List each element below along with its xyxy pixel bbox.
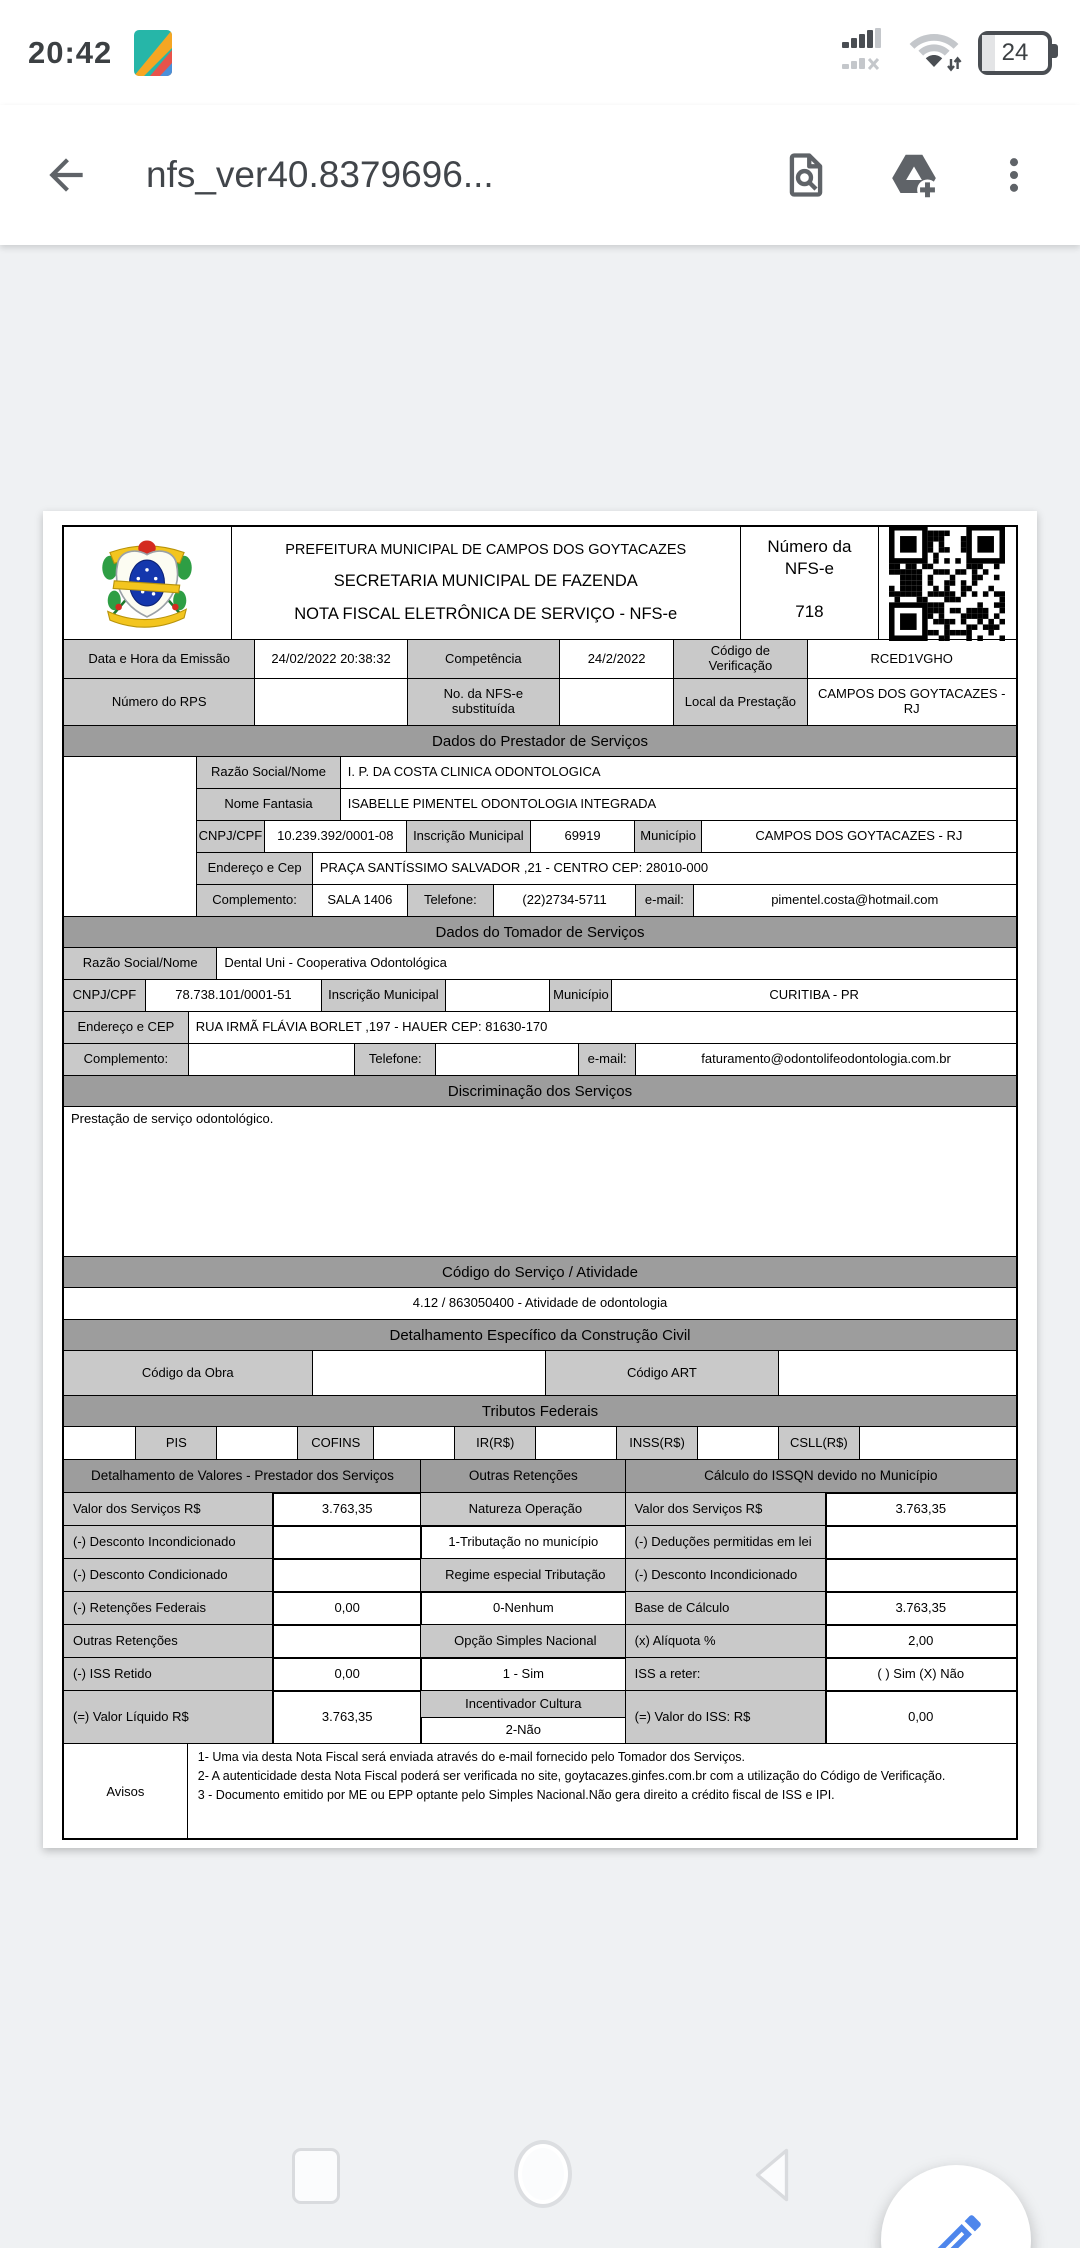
municipal-coat-of-arms [64, 527, 231, 639]
nfse-number-label-2: NFS-e [784, 558, 834, 578]
prestador-block [64, 756, 1016, 916]
valores-row-value: 0,00 [273, 1592, 421, 1625]
overflow-menu-button[interactable] [978, 139, 1050, 211]
pdf-page [43, 511, 1037, 1848]
prestador-section-title: Dados do Prestador de Serviços [64, 725, 1016, 756]
valores-row-value: 3.763,35 [273, 1493, 421, 1526]
tomador-email-label: e-mail: [578, 1044, 635, 1075]
valores-row-value: 0,00 [273, 1658, 421, 1691]
back-triangle-icon [752, 2146, 792, 2204]
nfse-number-value: 718 [795, 602, 824, 622]
tributos-blank [64, 1427, 135, 1459]
incentivador-cultura-value: 2-Não [505, 1722, 542, 1738]
discriminacao-text: Prestação de serviço odontológico. [64, 1106, 1016, 1256]
prestador-cnpj-value: 10.239.392/0001-08 [264, 821, 406, 852]
doc-header-row [64, 527, 1016, 639]
document-title: nfs_ver40.8379696... [146, 154, 494, 195]
cellular-signal-dual-sim-icon [840, 28, 890, 77]
codigo-obra-label: Código da Obra [64, 1351, 312, 1395]
prestador-municipio-value: CAMPOS DOS GOYTACAZES - RJ [701, 821, 1016, 852]
valores-row-value: 3.763,35 [273, 1691, 421, 1743]
codigo-art-label: Código ART [545, 1351, 778, 1395]
verificacao-label: Código de Verificação [673, 640, 806, 678]
home-button[interactable] [514, 2140, 572, 2208]
competencia-value: 24/2/2022 [559, 640, 673, 678]
prestador-logo-space [64, 757, 197, 916]
find-in-page-button[interactable] [770, 139, 842, 211]
valores-row-label: (x) Alíquota % [626, 1625, 826, 1658]
tomador-endereco-label: Endereço e CEP [64, 1012, 188, 1043]
valores-row-label: (-) Retenções Federais [64, 1592, 273, 1625]
pis-value [216, 1427, 297, 1459]
emissao-value: 24/02/2022 20:38:32 [254, 640, 406, 678]
valores-row-label: ISS a reter: [626, 1658, 826, 1691]
status-bar [0, 0, 1080, 105]
prestador-complemento-label: Complemento: [197, 885, 312, 916]
battery-indicator [978, 31, 1052, 75]
valores-row-label: (-) Desconto Incondicionado [626, 1559, 826, 1592]
csll-value [859, 1427, 1016, 1459]
issuer-header [231, 527, 740, 639]
rps-label: Número do RPS [64, 679, 254, 725]
valores-grid [64, 1459, 1016, 1743]
prestador-telefone-value: (22)2734-5711 [493, 885, 635, 916]
gallery-app-icon [134, 30, 172, 76]
tomador-endereco-value: RUA IRMÃ FLÁVIA BORLET ,197 - HAUER CEP: 81630-170 [188, 1012, 1016, 1043]
tomador-cnpj-value: 78.738.101/0001-51 [145, 980, 321, 1011]
tomador-municipio-value: CURITIBA - PR [611, 980, 1016, 1011]
outras-retencoes-cell: Opção Simples Nacional [421, 1625, 626, 1658]
valores-row-value [273, 1526, 421, 1559]
substituida-label: No. da NFS-e substituída [407, 679, 559, 725]
outras-retencoes-cell: Regime especial Tributação [421, 1559, 626, 1592]
outras-retencoes-cell: 1-Tributação no município [421, 1526, 626, 1559]
valores-row-value [273, 1559, 421, 1592]
valores-row-value: 2,00 [826, 1625, 1016, 1658]
outras-retencoes-cell: 1 - Sim [421, 1658, 626, 1691]
valores-row-label: Valor dos Serviços R$ [64, 1493, 273, 1526]
info-row-1 [64, 639, 1016, 678]
add-to-drive-button[interactable] [878, 139, 950, 211]
valores-row-value [826, 1526, 1016, 1559]
valores-row-value: 3.763,35 [826, 1592, 1016, 1625]
find-in-page-icon [780, 149, 832, 201]
prestador-razao-label: Razão Social/Nome [197, 757, 339, 788]
more-vert-icon [992, 151, 1036, 199]
tomador-razao-value: Dental Uni - Cooperativa Odontológica [216, 948, 1016, 979]
battery-percent: 24 [1001, 38, 1029, 66]
tomador-im-value [445, 980, 550, 1011]
drive-add-icon [887, 148, 941, 202]
tomador-telefone-label: Telefone: [354, 1044, 435, 1075]
qr-code [878, 527, 1016, 639]
wifi-icon [906, 28, 962, 77]
aviso-line: 1- Uma via desta Nota Fiscal será enviada através do e-mail fornecido pelo Tomador dos Serviços. [197, 1750, 746, 1764]
valores-row-label: (=) Valor do ISS: R$ [626, 1691, 826, 1743]
valores-row-label: (=) Valor Líquido R$ [64, 1691, 273, 1743]
cofins-value [373, 1427, 454, 1459]
issuer-line2: SECRETARIA MUNICIPAL DE FAZENDA [333, 572, 638, 591]
verificacao-value: RCED1VGHO [807, 640, 1016, 678]
prestador-municipio-label: Município [634, 821, 700, 852]
codigo-obra-value [312, 1351, 545, 1395]
back-nav-button[interactable] [752, 2146, 792, 2209]
prestador-endereco-value: PRAÇA SANTÍSSIMO SALVADOR ,21 - CENTRO CEP: 28010-000 [312, 853, 1016, 884]
ir-value [535, 1427, 616, 1459]
incentivador-cultura-cell [421, 1691, 626, 1743]
tomador-im-label: Inscrição Municipal [321, 980, 445, 1011]
codigo-art-value [778, 1351, 1016, 1395]
prestador-cnpj-label: CNPJ/CPF [197, 821, 263, 852]
valores-row-label: Outras Retenções [64, 1625, 273, 1658]
prestador-fantasia-label: Nome Fantasia [197, 789, 339, 820]
rps-value [254, 679, 406, 725]
tomador-email-value: faturamento@odontolifeodontologia.com.br [635, 1044, 1016, 1075]
construcao-row [64, 1350, 1016, 1395]
nfse-number-cell [740, 527, 878, 639]
issuer-line1: PREFEITURA MUNICIPAL DE CAMPOS DOS GOYTACAZES [285, 541, 687, 558]
codigo-servico-section-title: Código do Serviço / Atividade [64, 1256, 1016, 1287]
valores-row-value [826, 1559, 1016, 1592]
cofins-label: COFINS [297, 1427, 373, 1459]
prestador-im-value: 69919 [530, 821, 635, 852]
nfse-number-label-1: Número da [767, 537, 852, 556]
tomador-razao-label: Razão Social/Nome [64, 948, 216, 979]
nfse-document [62, 525, 1018, 1840]
issuer-line3: NOTA FISCAL ELETRÔNICA DE SERVIÇO - NFS-e [294, 605, 678, 624]
emissao-label: Data e Hora da Emissão [64, 640, 254, 678]
competencia-label: Competência [407, 640, 559, 678]
pdf-viewer-canvas[interactable] [0, 245, 1080, 2248]
substituida-value [559, 679, 673, 725]
aviso-line: 2- A autenticidade desta Nota Fiscal poderá ser verificada no site, goytacazes.ginfes.com.br com a utilização do Código de Verificação. [197, 1768, 946, 1783]
prestador-email-value: pimentel.costa@hotmail.com [693, 885, 1016, 916]
discriminacao-section-title: Discriminação dos Serviços [64, 1075, 1016, 1106]
info-row-2 [64, 678, 1016, 725]
valores-col3-title: Cálculo do ISSQN devido no Município [626, 1460, 1016, 1493]
app-bar [0, 105, 1080, 245]
recents-button[interactable] [292, 2148, 340, 2204]
pis-label: PIS [135, 1427, 216, 1459]
valores-row-label: (-) ISS Retido [64, 1658, 273, 1691]
tributos-section-title: Tributos Federais [64, 1395, 1016, 1426]
valores-row-label: Base de Cálculo [626, 1592, 826, 1625]
prestador-complemento-value: SALA 1406 [312, 885, 407, 916]
tomador-telefone-value [435, 1044, 578, 1075]
valores-row-label: (-) Desconto Condicionado [64, 1559, 273, 1592]
inss-label: INSS(R$) [616, 1427, 697, 1459]
valores-row-value: ( ) Sim (X) Não [826, 1658, 1016, 1691]
tomador-complemento-label: Complemento: [64, 1044, 188, 1075]
prestador-endereco-label: Endereço e Cep [197, 853, 312, 884]
prestador-telefone-label: Telefone: [407, 885, 493, 916]
tributos-row [64, 1426, 1016, 1459]
ir-label: IR(R$) [454, 1427, 535, 1459]
valores-row-label: (-) Desconto Incondicionado [64, 1526, 273, 1559]
incentivador-cultura-label: Incentivador Cultura [421, 1691, 626, 1718]
valores-row-label: Valor dos Serviços R$ [626, 1493, 826, 1526]
valores-row-value [273, 1625, 421, 1658]
construcao-section-title: Detalhamento Específico da Construção Civil [64, 1319, 1016, 1350]
valores-row-value: 3.763,35 [826, 1493, 1016, 1526]
valores-col1-title: Detalhamento de Valores - Prestador dos Serviços [64, 1460, 421, 1493]
valores-row-value: 0,00 [826, 1691, 1016, 1743]
outras-retencoes-cell: Natureza Operação [421, 1493, 626, 1526]
outras-retencoes-cell: 0-Nenhum [421, 1592, 626, 1625]
csll-label: CSLL(R$) [778, 1427, 859, 1459]
valores-row-label: (-) Deduções permitidas em lei [626, 1526, 826, 1559]
prestador-im-label: Inscrição Municipal [406, 821, 530, 852]
avisos-block [64, 1743, 1016, 1838]
back-button[interactable] [30, 139, 102, 211]
tomador-section-title: Dados do Tomador de Serviços [64, 916, 1016, 947]
local-value: CAMPOS DOS GOYTACAZES - RJ [807, 679, 1016, 725]
tomador-block [64, 947, 1016, 1075]
prestador-email-label: e-mail: [635, 885, 692, 916]
codigo-servico-value: 4.12 / 863050400 - Atividade de odontologia [64, 1287, 1016, 1319]
inss-value [697, 1427, 778, 1459]
prestador-razao-value: I. P. DA COSTA CLINICA ODONTOLOGICA [340, 757, 1016, 788]
android-navigation-bar [0, 2118, 1080, 2248]
avisos-label: Avisos [64, 1744, 188, 1838]
aviso-line: 3 - Documento emitido por ME ou EPP optante pelo Simples Nacional.Não gera direito a crédito fiscal de ISS e IPI. [197, 1787, 835, 1802]
tomador-municipio-label: Município [549, 980, 611, 1011]
valores-col2-title: Outras Retenções [421, 1460, 626, 1493]
local-label: Local da Prestação [673, 679, 806, 725]
prestador-fantasia-value: ISABELLE PIMENTEL ODONTOLOGIA INTEGRADA [340, 789, 1016, 820]
arrow-back-icon [41, 150, 91, 200]
tomador-complemento-value [188, 1044, 355, 1075]
tomador-cnpj-label: CNPJ/CPF [64, 980, 145, 1011]
clock: 20:42 [28, 34, 113, 70]
